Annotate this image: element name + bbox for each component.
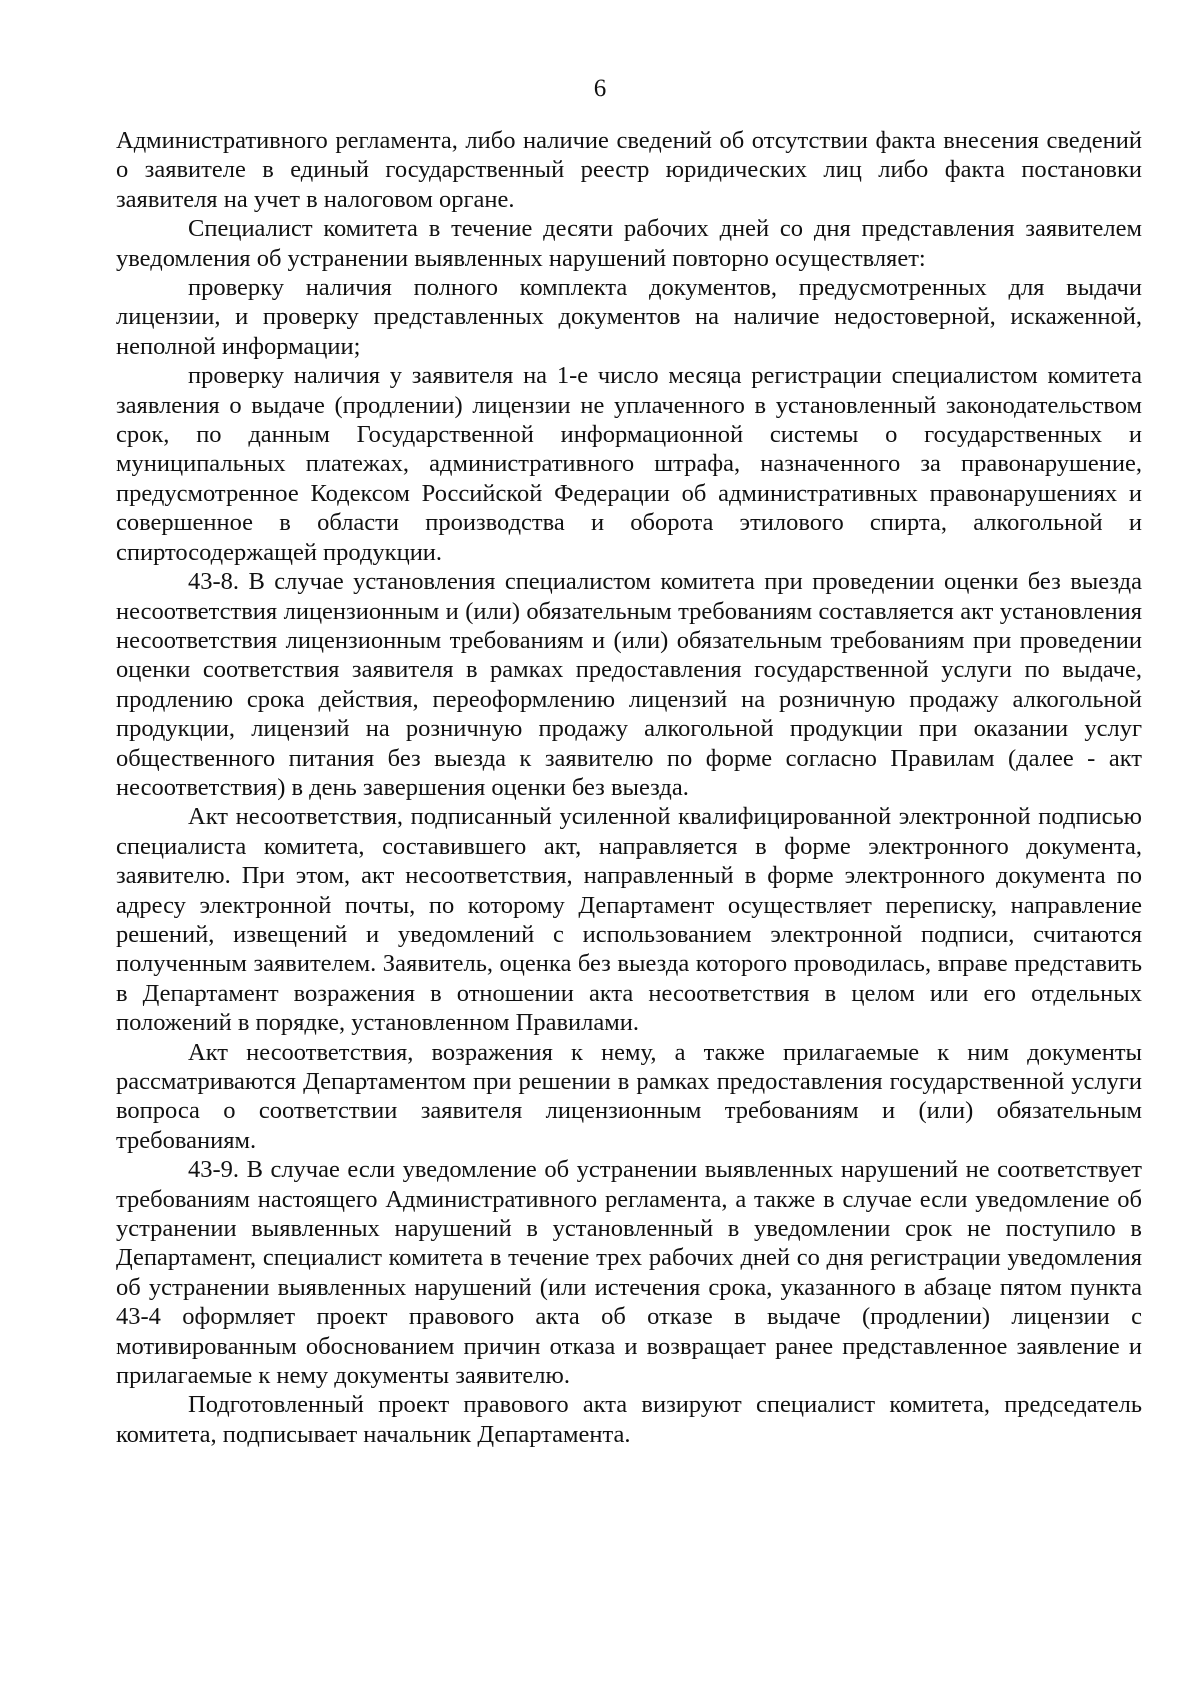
paragraph: 43-8. В случае установления специалистом комитета при проведении оценки без выезда несоответствия лицензионным и (или) обязательным требованиям составляется акт установления несоответствия лицензионным требованиям и (или) обязательным требованиям при проведении оценки соответствия заявителя в рамках предоставления государственной услуги по выдаче, продлению срока действия, переоформлению лицензий на розничную продажу алкогольной продукции, лицензий на розничную продажу алкогольной продукции при оказании услуг общественного питания без выезда к заявителю по форме согласно Правилам (далее - акт несоответствия) в день завершения оценки без выезда. [116,568,1142,801]
page-number: 6 [593,75,607,102]
paragraph: Подготовленный проект правового акта визируют специалист комитета, председатель комитета, подписывает начальник Департамента. [116,1391,1142,1448]
paragraph: Специалист комитета в течение десяти рабочих дней со дня представления заявителем уведомления об устранении выявленных нарушений повторно осуществляет: [116,215,1142,272]
paragraph: Административного регламента, либо наличие сведений об отсутствии факта внесения сведений о заявителе в единый государственный реестр юридических лиц либо факта постановки заявителя на учет в налоговом органе. [116,127,1142,213]
paragraph: проверку наличия у заявителя на 1-е число месяца регистрации специалистом комитета заявления о выдаче (продлении) лицензии не уплаченного в установленный законодательством срок, по данным Государственной информационной системы о государственных и муниципальных платежах, административного штрафа, назначенного за правонарушение, предусмотренное Кодексом Российской Федерации об административных правонарушениях и совершенное в области производства и оборота этилового спирта, алкогольной и спиртосодержащей продукции. [116,362,1142,566]
paragraph: проверку наличия полного комплекта документов, предусмотренных для выдачи лицензии, и проверку представленных документов на наличие недостоверной, искаженной, неполной информации; [116,274,1142,360]
document-body [116,126,1142,1449]
paragraph: Акт несоответствия, возражения к нему, а также прилагаемые к ним документы рассматриваются Департаментом при решении в рамках предоставления государственной услуги вопроса о соответствии заявителя лицензионным требованиям и (или) обязательным требованиям. [116,1038,1142,1154]
paragraph: Акт несоответствия, подписанный усиленной квалифицированной электронной подписью специалиста комитета, составившего акт, направляется в форме электронного документа, заявителю. При этом, акт несоответствия, направленный в форме электронного документа по адресу электронной почты, по которому Департамент осуществляет переписку, направление решений, извещений и уведомлений с использованием электронной подписи, считаются полученным заявителем. Заявитель, оценка без выезда которого проводилась, вправе представить в Департамент возражения в отношении акта несоответствия в целом или его отдельных положений в порядке, установленном Правилами. [116,803,1142,1037]
paragraph: 43-9. В случае если уведомление об устранении выявленных нарушений не соответствует требованиям настоящего Административного регламента, а также в случае если уведомление об устранении выявленных нарушений в установленный в уведомлении срок не поступило в Департамент, специалист комитета в течение трех рабочих дней со дня регистрации уведомления об устранении выявленных нарушений (или истечения срока, указанного в абзаце пятом пункта 43-4 оформляет проект правового акта об отказе в выдаче (продлении) лицензии с мотивированным обоснованием причин отказа и возвращает ранее представленное заявление и прилагаемые к нему документы заявителю. [116,1156,1142,1390]
